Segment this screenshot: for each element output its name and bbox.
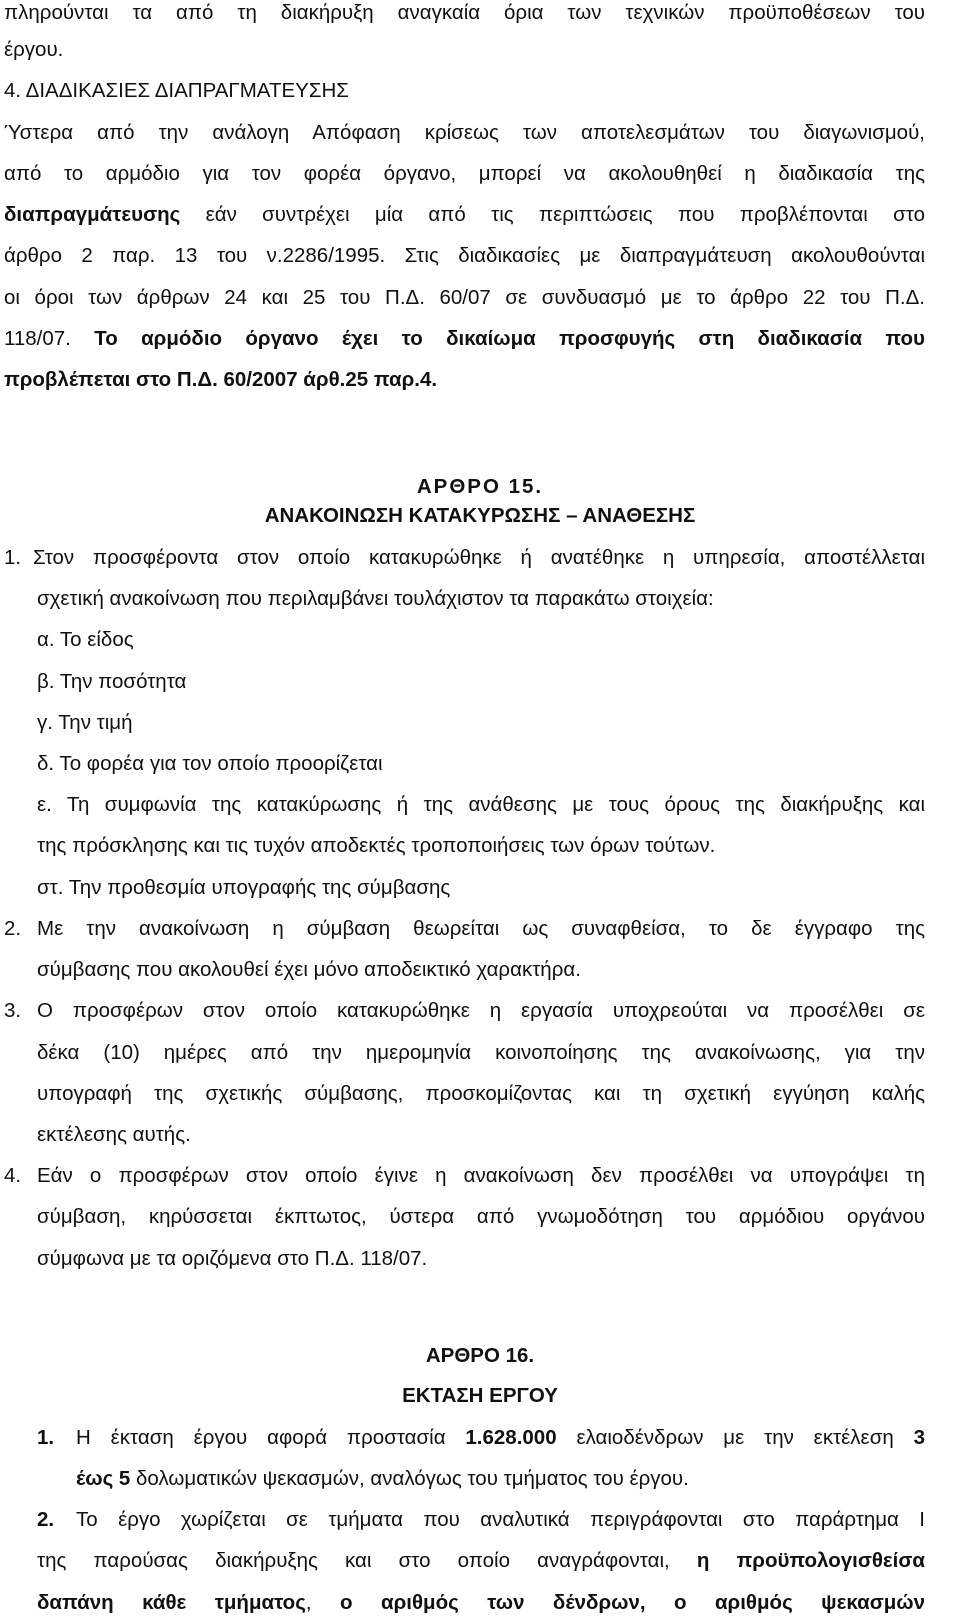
paragraph-line: εκτέλεσης αυτής. [37,1123,191,1146]
paragraph-line [37,1548,925,1574]
paragraph-line: σύμφωνα με τα οριζόμενα στο Π.Δ. 118/07. [37,1247,428,1270]
item-number: 3. [4,999,22,1022]
paragraph-line: Εάν ο προσφέρων στον οποίο έγινε η ανακοίνωση δεν προσέλθει να υπογράψει τη [37,1164,925,1187]
item-number: 1. [37,1426,55,1449]
paragraph-line [76,1425,925,1451]
list-item: γ. Την τιμή [37,711,133,734]
text-run: ελαιοδένδρων με την εκτέλεση [556,1426,914,1449]
list-item: β. Την ποσότητα [37,670,187,693]
paragraph-line: από το αρμόδιο για τον φορέα όργανο, μπορεί να ακολουθηθεί η διαδικασία της [4,162,925,185]
article-subtitle: ΑΝΑΚΟΙΝΩΣΗ ΚΑΤΑΚΥΡΩΣΗΣ – ΑΝΑΘΕΣΗΣ [264,504,696,527]
list-item: της πρόσκλησης και τις τυχόν αποδεκτές τροποποιήσεις των όρων τούτων. [37,834,716,857]
paragraph-line [76,1466,925,1492]
text-run: Η έκταση έργου αφορά προστασία [76,1426,466,1449]
list-item: ε. Τη συμφωνία της κατακύρωσης ή της ανάθεσης με τους όρους της διακήρυξης και [37,793,925,816]
text-run: εάν συντρέχει μία από τις περιπτώσεις που προβλέπονται στο [180,203,925,226]
paragraph-line [4,243,925,269]
paragraph-line: σύμβαση, κηρύσσεται έκπτωτος, ύστερα από γνωμοδότηση του αρμόδιου οργάνου [37,1205,925,1228]
item-number: 2. [4,917,22,940]
bold-text: Το αρμόδιο όργανο έχει το δικαίωμα προσφυγής στη διαδικασία που [94,327,925,350]
item-number: 4. [4,1164,22,1187]
article-title: ΑΡΘΡΟ 16. [425,1344,535,1367]
list-item: α. Το είδος [37,628,134,651]
section-heading: 4. ΔΙΑΔΙΚΑΣΙΕΣ ΔΙΑΠΡΑΓΜΑΤΕΥΣΗΣ [4,79,349,102]
bold-text: προβλέπεται στο Π.Δ. 60/2007 άρθ.25 παρ.4. [4,368,438,391]
paragraph-line: σχετική ανακοίνωση που περιλαμβάνει τουλάχιστον τα παρακάτω στοιχεία: [37,587,714,610]
text-run: , [305,1591,340,1614]
text-run: της παρούσας διακήρυξης και στο οποίο αναγράφονται, [37,1549,697,1572]
bold-text: η προϋπολογισθείσα [696,1549,925,1572]
text-run: δολωματικών ψεκασμών, αναλόγως του τμήματος του έργου. [130,1467,689,1490]
paragraph-line: δέκα (10) ημέρες από την ημερομηνία κοινοποίησης της ανακοίνωσης, για την [37,1041,925,1064]
paragraph-line [37,1590,925,1616]
paragraph-line: Με την ανακοίνωση η σύμβαση θεωρείται ως συναφθείσα, το δε έγγραφο της [37,917,925,940]
paragraph-line [4,326,925,352]
paragraph-line [4,202,925,228]
item-number: 1. [4,546,22,569]
text-run: 118/07. [4,327,95,350]
paragraph-line: υπογραφή της σχετικής σύμβασης, προσκομίζοντας και τη σχετική εγγύηση καλής [37,1082,925,1105]
article-title: ΑΡΘΡΟ 15. [416,475,544,498]
paragraph-line: Ύστερα από την ανάλογη Απόφαση κρίσεως των αποτελεσμάτων του διαγωνισμού, [4,121,925,144]
bold-term: διαπραγμάτευσης [4,203,181,226]
paragraph-line: πληρούνται τα από τη διακήρυξη αναγκαία όρια των τεχνικών προϋποθέσεων του [4,1,925,24]
list-item: δ. Το φορέα για τον οποίο προορίζεται [37,752,383,775]
paragraph-line [4,367,925,393]
article-subtitle: ΕΚΤΑΣΗ ΕΡΓΟΥ [402,1384,558,1407]
paragraph-line: έργου. [4,38,64,61]
paragraph-line: Ο προσφέρων στον οποίο κατακυρώθηκε η εργασία υποχρεούται να προσέλθει σε [37,999,925,1022]
paragraph-line: Το έργο χωρίζεται σε τμήματα που αναλυτικά περιγράφονται στο παράρτημα Ι [76,1508,925,1531]
bold-number: 1.628.000 [465,1426,557,1449]
item-number: 2. [37,1508,55,1531]
bold-text: έως 5 [76,1467,131,1490]
paragraph-line: Στον προσφέροντα στον οποίο κατακυρώθηκε ή ανατέθηκε η υπηρεσία, αποστέλλεται [33,546,925,569]
bold-text: δαπάνη κάθε τμήματος [37,1591,306,1614]
paragraph-line: οι όροι των άρθρων 24 και 25 του Π.Δ. 60/07 σε συνδυασμό με το άρθρο 22 του Π.Δ. [4,286,925,309]
bold-text: ο αριθμός των δένδρων, ο αριθμός ψεκασμών [340,1591,925,1614]
bold-number: 3 [913,1426,925,1449]
paragraph-line: σύμβασης που ακολουθεί έχει μόνο αποδεικτικό χαρακτήρα. [37,958,581,981]
text-run: άρθρο 2 παρ. 13 του ν.2286/1995. [4,244,386,267]
list-item: στ. Την προθεσμία υπογραφής της σύμβασης [37,876,451,899]
text-run: Στις διαδικασίες με διαπραγμάτευση ακολουθούνται [385,244,926,267]
